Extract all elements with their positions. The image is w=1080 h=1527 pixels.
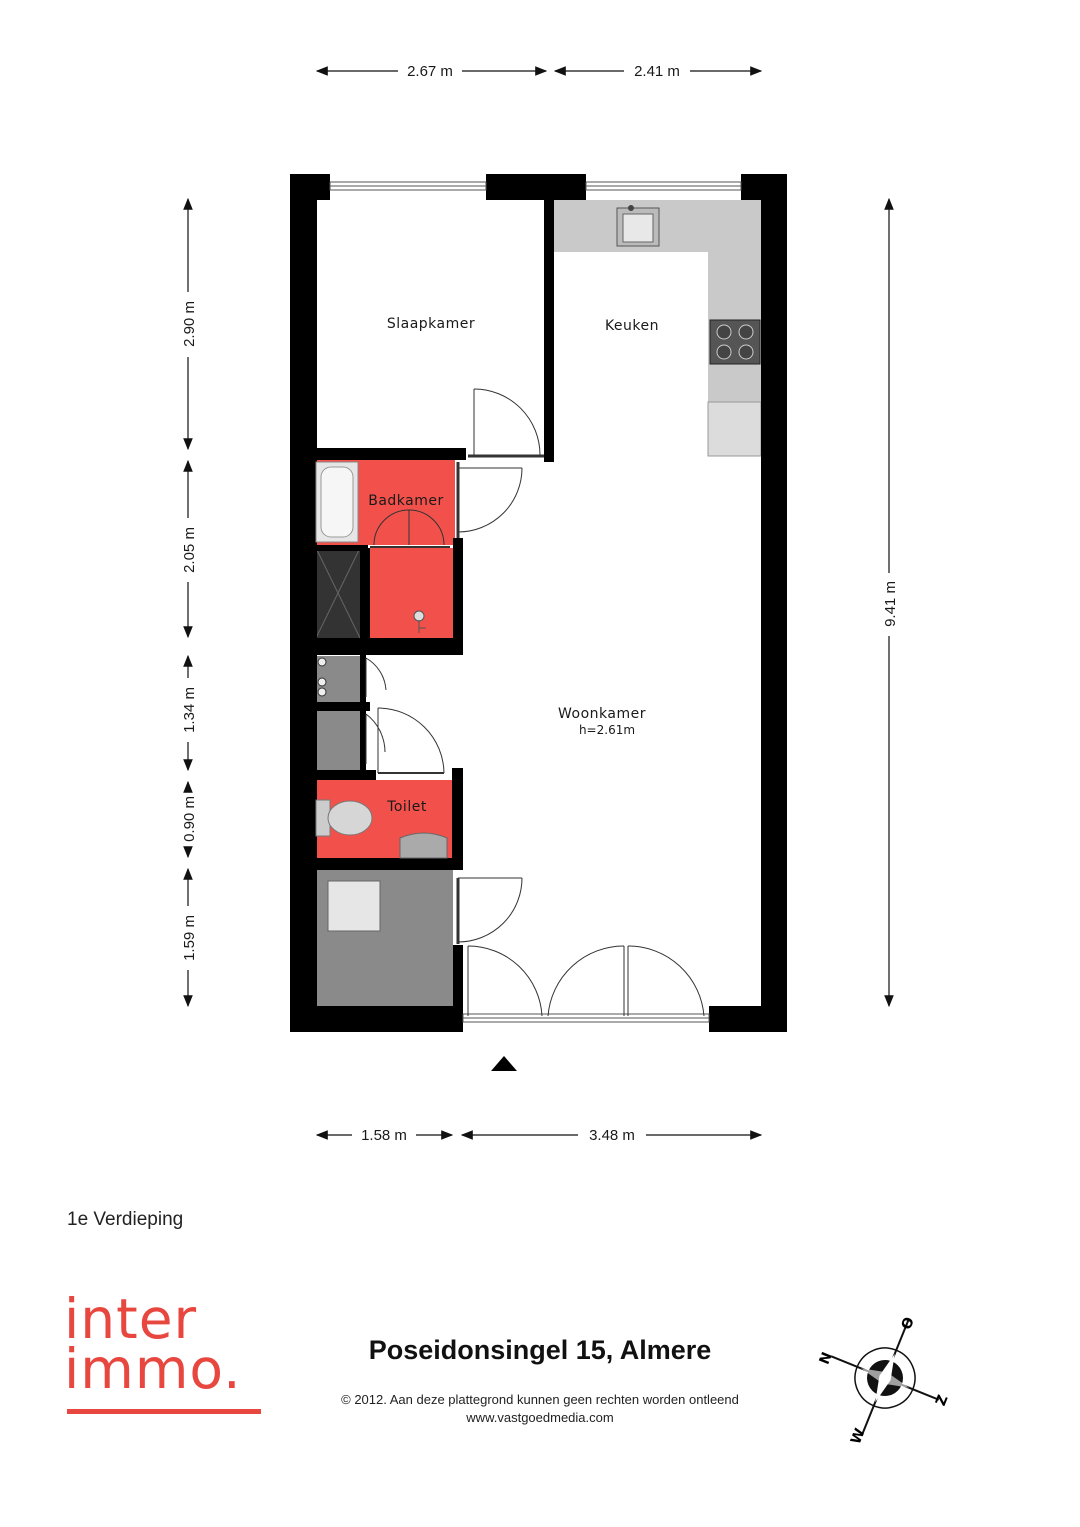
dim-left-4: 0.90 m	[181, 796, 198, 842]
room-label-slaapkamer: Slaapkamer	[386, 316, 476, 332]
fridge	[708, 402, 761, 456]
bathtub-icon	[316, 462, 358, 542]
logo-underline	[67, 1409, 261, 1414]
room-label-badkamer: Badkamer	[368, 493, 444, 509]
closet-2	[316, 710, 360, 772]
entrance-arrow-icon	[491, 1056, 517, 1071]
room-height: h=2.61m	[578, 723, 636, 737]
stove-icon	[710, 320, 760, 364]
toilet-icon	[316, 800, 372, 836]
dim-top-1: 2.67 m	[407, 63, 453, 80]
copyright-line-1: © 2012. Aan deze plattegrond kunnen geen rechten worden ontleend	[341, 1392, 739, 1407]
property-address: Poseidonsingel 15, Almere	[368, 1335, 712, 1365]
dim-left-2: 2.05 m	[181, 527, 198, 573]
dim-right-1: 9.41 m	[882, 581, 899, 627]
dim-top-2: 2.41 m	[634, 63, 680, 80]
room-label-woonkamer: Woonkamer	[558, 706, 646, 722]
compass-w: W	[847, 1426, 869, 1447]
brand-logo	[62, 1287, 272, 1420]
compass-o: O	[898, 1314, 918, 1333]
dim-left-1: 2.90 m	[181, 301, 198, 347]
logo-line-1: inter	[64, 1287, 198, 1351]
compass-n: N	[816, 1350, 836, 1367]
compass-z: Z	[932, 1392, 952, 1409]
washbasin-icon	[400, 833, 447, 858]
dim-left-5: 1.59 m	[181, 915, 198, 961]
sink-icon	[617, 205, 659, 246]
room-label-toilet: Toilet	[387, 799, 427, 815]
logo-line-2: immo.	[64, 1337, 242, 1401]
copyright-line-2: www.vastgoedmedia.com	[466, 1410, 614, 1425]
compass-icon	[808, 1299, 962, 1457]
shower-floor	[368, 548, 455, 638]
boiler-icon	[328, 881, 380, 931]
floor-label: 1e Verdieping	[67, 1209, 184, 1230]
dim-bottom-2: 3.48 m	[589, 1127, 635, 1144]
dim-left-3: 1.34 m	[181, 687, 198, 733]
room-label-keuken: Keuken	[604, 318, 660, 334]
dim-bottom-1: 1.58 m	[361, 1127, 407, 1144]
copyright-notice	[250, 1391, 830, 1427]
